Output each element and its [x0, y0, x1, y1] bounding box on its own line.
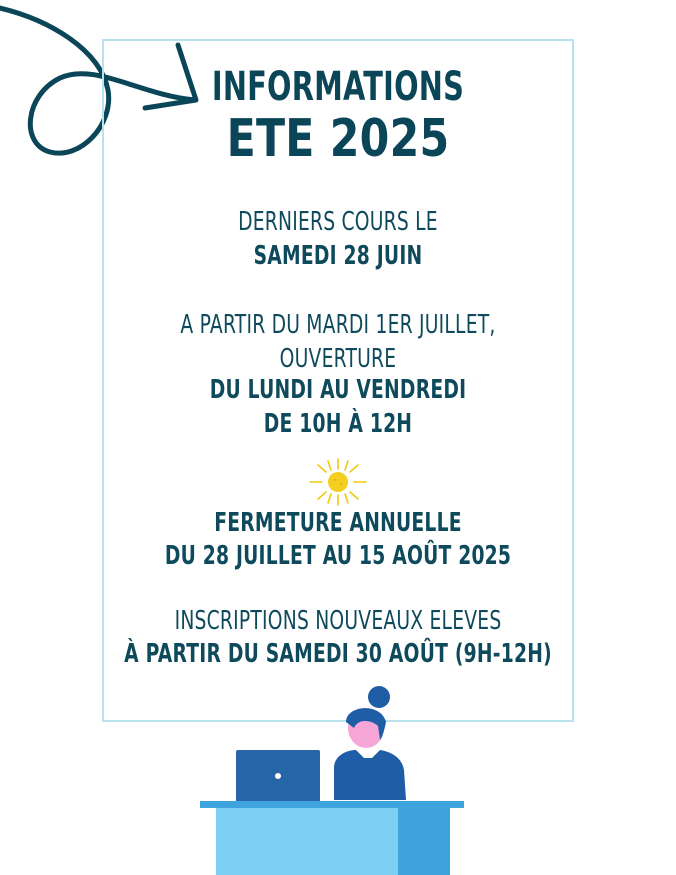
closure-label: FERMETURE ANNUELLE — [214, 508, 462, 538]
last-class-label: DERNIERS COURS LE — [238, 207, 438, 237]
closure-dates: DU 28 JUILLET AU 15 AOÛT 2025 — [164, 541, 512, 571]
opening-hours: DE 10H À 12H — [263, 409, 413, 439]
sun-icon — [308, 457, 368, 507]
title-line-2: ETE 2025 — [226, 109, 450, 169]
registration-dates: À PARTIR DU SAMEDI 30 AOÛT (9H-12H) — [124, 639, 552, 669]
opening-days: DU LUNDI AU VENDREDI — [209, 375, 467, 405]
last-class-date: SAMEDI 28 JUIN — [253, 241, 423, 271]
opening-line-2: OUVERTURE — [279, 344, 397, 374]
registration-label: INSCRIPTIONS NOUVEAUX ELEVES — [174, 606, 502, 636]
desk-illustration — [196, 680, 476, 875]
title-line-1: INFORMATIONS — [211, 64, 465, 110]
opening-line-1: A PARTIR DU MARDI 1ER JUILLET, — [180, 310, 496, 340]
